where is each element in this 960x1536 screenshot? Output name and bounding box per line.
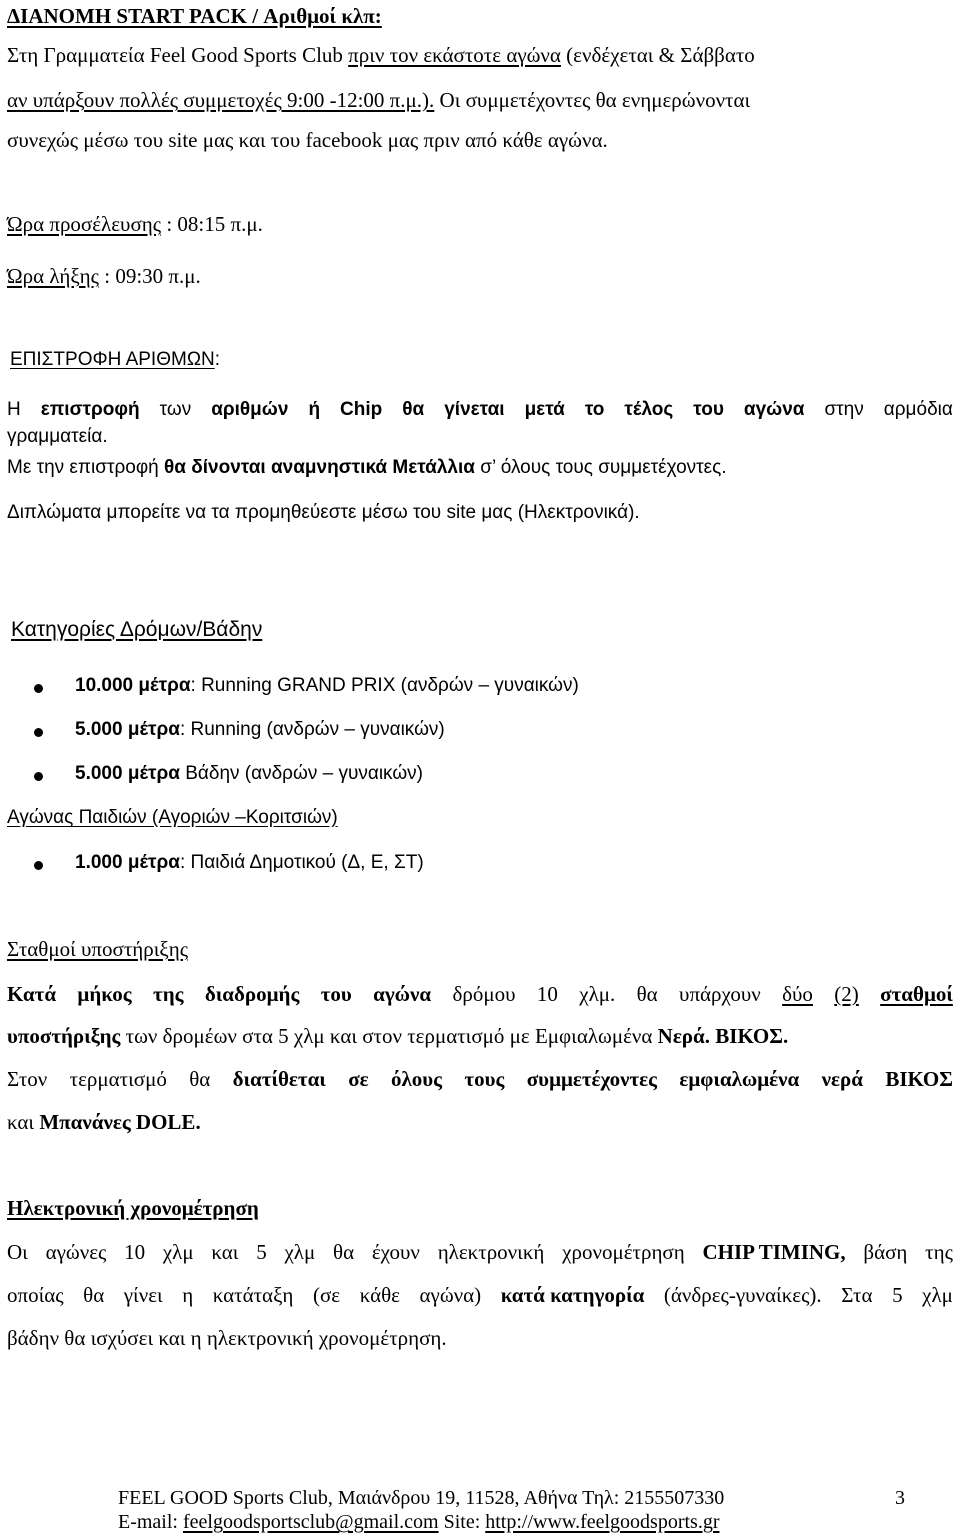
category-item: 10.000 μέτρα: Running GRAND PRIX (ανδρών – γυναικών) <box>75 675 579 696</box>
support-stations-heading: Σταθμοί υποστήριξης <box>7 937 189 961</box>
support-stations-line-4: και Μπανάνες DOLE. <box>7 1110 201 1134</box>
page-number: 3 <box>895 1487 905 1509</box>
kids-race-heading: Αγώνας Παιδιών (Αγοριών –Κοριτσιών) <box>7 807 338 828</box>
race-categories-heading: Κατηγορίες Δρόμων/Βάδην <box>11 618 263 641</box>
kids-category-item: 1.000 μέτρα: Παιδιά Δημοτικού (Δ, Ε, ΣΤ) <box>75 852 424 873</box>
bullet-icon <box>34 684 43 693</box>
electronic-timing-line-2: οποίας θα γίνει η κατάταξη (σε κάθε αγώνα) κατά κατηγορία (άνδρες-γυναίκες). Στα 5 χλμ <box>7 1283 953 1307</box>
support-stations-line-2: υποστήριξης των δρομέων στα 5 χλμ και στον τερματισμό με Εμφιαλωμένα Νερά. ΒΙΚΟΣ. <box>7 1024 789 1048</box>
support-stations-line-1: Κατά μήκος της διαδρομής του αγώνα δρόμου 10 χλμ. θα υπάρχουν δύο (2) σταθμοί <box>7 982 953 1006</box>
start-pack-heading: ΔΙΑΝΟΜΗ START PACK / Αριθμοί κλπ: <box>7 4 382 28</box>
number-return-line-1-end: γραμματεία. <box>7 426 108 447</box>
end-time: Ώρα λήξης : 09:30 π.μ. <box>7 264 201 288</box>
start-pack-line-1: Στη Γραμματεία Feel Good Sports Club πριν τον εκάστοτε αγώνα (ενδέχεται & Σάββατο <box>7 43 755 67</box>
bullet-icon <box>34 861 43 870</box>
electronic-timing-heading: Ηλεκτρονική χρονομέτρηση <box>7 1196 259 1220</box>
number-return-line-3: Διπλώματα μπορείτε να τα προμηθεύεστε μέσω του site μας (Ηλεκτρονικά). <box>7 502 640 523</box>
bullet-icon <box>34 728 43 737</box>
number-return-line-1: Η επιστροφή των αριθμών ή Chip θα γίνεται μετά το τέλος του αγώνα στην αρμόδια <box>7 399 953 420</box>
electronic-timing-line-3: βάδην θα ισχύσει και η ηλεκτρονική χρονομέτρηση. <box>7 1326 447 1350</box>
email-link[interactable]: feelgoodsportsclub@gmail.com <box>182 1511 439 1533</box>
electronic-timing-line-1: Οι αγώνες 10 χλμ και 5 χλμ θα έχουν ηλεκτρονική χρονομέτρηση CHIP TIMING, βάση της <box>7 1240 953 1264</box>
footer-contact: E-mail: feelgoodsportsclub@gmail.com Site: http://www.feelgoodsports.gr <box>118 1511 720 1533</box>
support-stations-line-3: Στον τερματισμό θα διατίθεται σε όλους τους συμμετέχοντες εμφιαλωμένα νερά ΒΙΚΟΣ <box>7 1067 953 1091</box>
bullet-icon <box>34 772 43 781</box>
number-return-line-2: Με την επιστροφή θα δίνονται αναμνηστικά Μετάλλια σ’ όλους τους συμμετέχοντες. <box>7 457 727 478</box>
arrival-time: Ώρα προσέλευσης : 08:15 π.μ. <box>7 212 263 236</box>
category-item: 5.000 μέτρα Βάδην (ανδρών – γυναικών) <box>75 763 423 784</box>
start-pack-line-3: συνεχώς μέσω του site μας και του facebook μας πριν από κάθε αγώνα. <box>7 128 608 152</box>
site-link[interactable]: http://www.feelgoodsports.gr <box>485 1511 720 1533</box>
start-pack-line-2: αν υπάρξουν πολλές συμμετοχές 9:00 -12:00 π.μ.). Οι συμμετέχοντες θα ενημερώνονται <box>7 88 751 112</box>
category-item: 5.000 μέτρα: Running (ανδρών – γυναικών) <box>75 719 445 740</box>
footer-address: FEEL GOOD Sports Club, Μαιάνδρου 19, 11528, Αθήνα Τηλ: 2155507330 <box>118 1487 725 1509</box>
number-return-heading: ΕΠΙΣΤΡΟΦΗ ΑΡΙΘΜΩΝ: <box>10 349 221 370</box>
